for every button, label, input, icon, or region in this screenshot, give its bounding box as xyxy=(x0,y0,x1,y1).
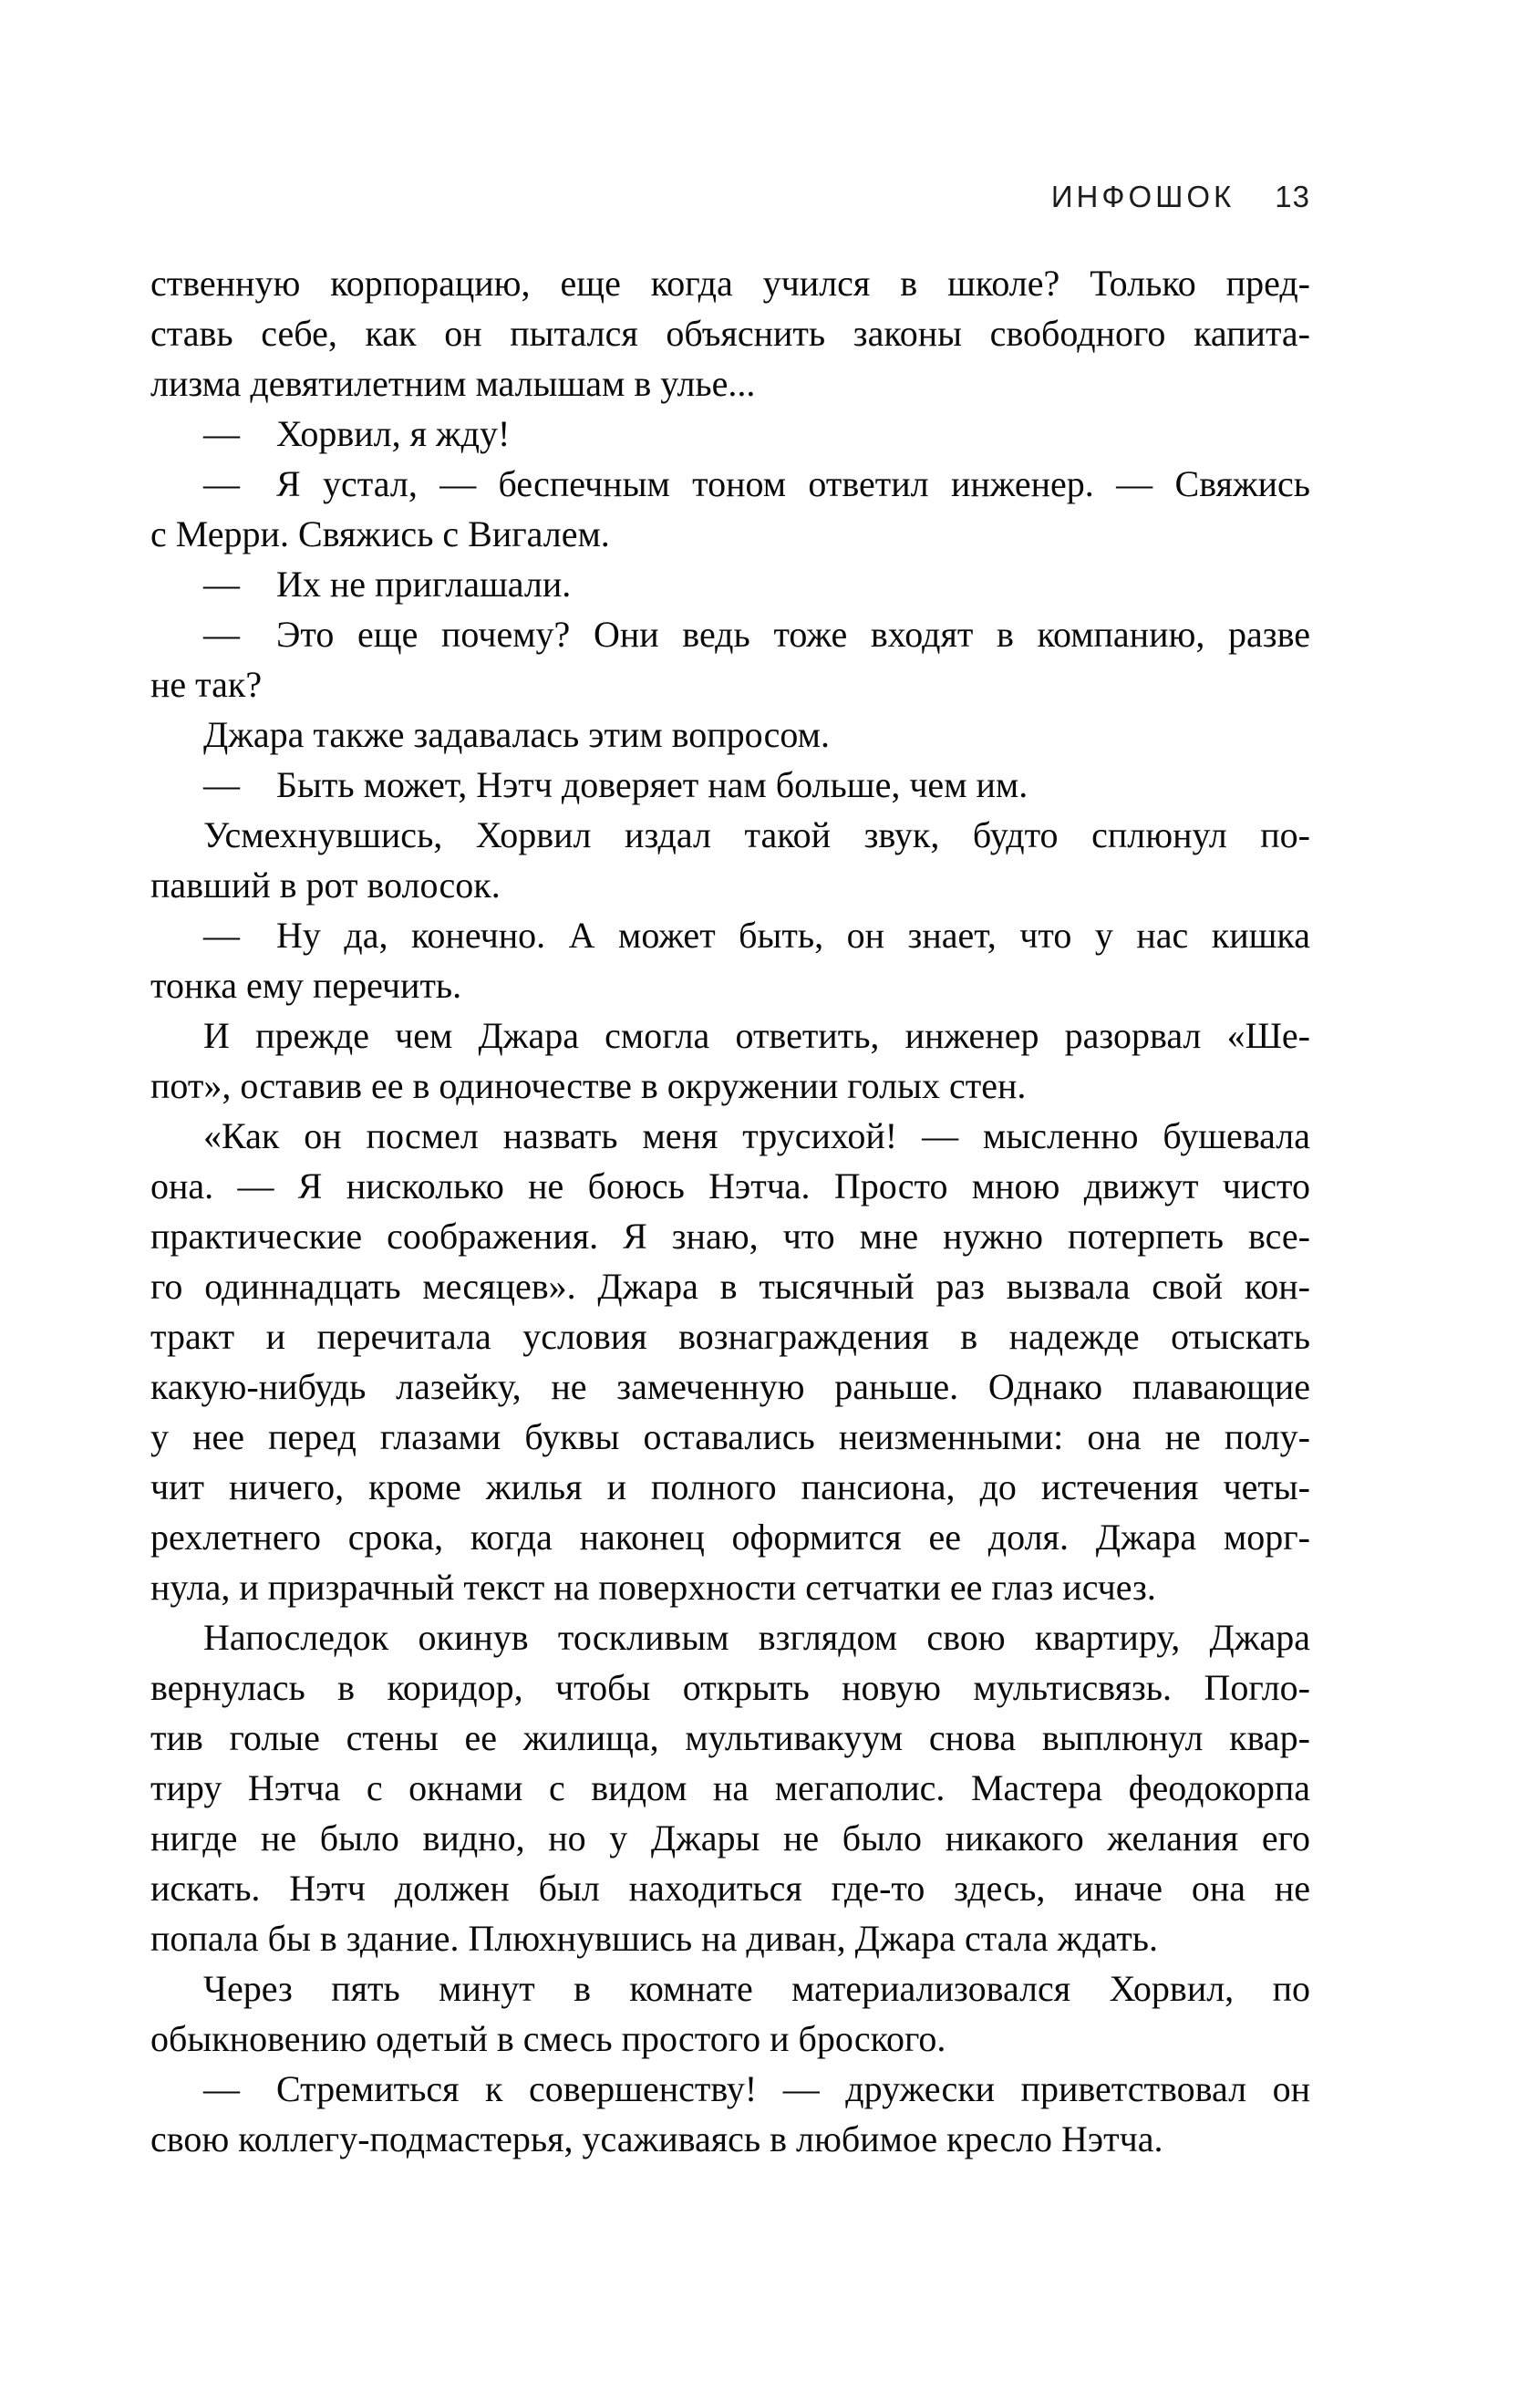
paragraph xyxy=(150,910,1310,1010)
text-line: нигде не было видно, но у Джары не было никакого желания его xyxy=(150,1817,1310,1859)
body-text xyxy=(150,258,1310,2164)
paragraph xyxy=(150,1111,1310,1612)
text-line: — Хорвил, я жду! xyxy=(203,413,511,454)
text-line: павший в рот волосок. xyxy=(150,865,501,906)
paragraph xyxy=(150,258,1310,409)
text-line: искать. Нэтч должен был находиться где-то здесь, иначе она не xyxy=(150,1868,1310,1909)
text-line: «Как он посмел назвать меня трусихой! — мысленно бушевала xyxy=(203,1115,1310,1156)
text-line: попала бы в здание. Плюхнувшись на диван, Джара стала ждать. xyxy=(150,1918,1158,1959)
paragraph xyxy=(150,1010,1310,1111)
text-line: какую-нибудь лазейку, не замеченную раньше. Однако плавающие xyxy=(150,1366,1310,1407)
paragraph xyxy=(150,709,1310,760)
text-line: — Это еще почему? Они ведь тоже входят в компанию, разве xyxy=(203,614,1310,655)
paragraph xyxy=(150,409,1310,459)
text-line: го одиннадцать месяцев». Джара в тысячный раз вызвала свой кон- xyxy=(150,1266,1310,1307)
text-line: ственную корпорацию, еще когда учился в школе? Только пред- xyxy=(150,263,1310,304)
text-line: — Я устал, — беспечным тоном ответил инженер. — Свяжись xyxy=(203,463,1310,504)
paragraph xyxy=(150,760,1310,810)
text-line: Джара также задавалась этим вопросом. xyxy=(203,714,830,755)
paragraph xyxy=(150,609,1310,709)
paragraph xyxy=(150,1612,1310,1963)
text-line: Усмехнувшись, Хорвил издал такой звук, будто сплюнул по- xyxy=(203,814,1310,855)
text-line: она. — Я нисколько не боюсь Нэтча. Просто мною движут чисто xyxy=(150,1165,1310,1206)
text-line: нула, и призрачный текст на поверхности сетчатки ее глаз исчез. xyxy=(150,1567,1156,1608)
paragraph xyxy=(150,459,1310,559)
paragraph xyxy=(150,810,1310,910)
text-line: рехлетнего срока, когда наконец оформится ее доля. Джара морг- xyxy=(150,1517,1310,1558)
paragraph xyxy=(150,559,1310,609)
text-line: не так? xyxy=(150,664,263,705)
text-line: — Ну да, конечно. А может быть, он знает, что у нас кишка xyxy=(203,915,1310,956)
paragraph xyxy=(150,1963,1310,2064)
text-line: пот», оставив ее в одиночестве в окружении голых стен. xyxy=(150,1065,1027,1106)
text-line: Через пять минут в комнате материализовался Хорвил, по xyxy=(203,1968,1310,2009)
text-line: тиру Нэтча с окнами с видом на мегаполис. Мастера феодокорпа xyxy=(150,1767,1310,1808)
text-line: тракт и перечитала условия вознаграждения в надежде отыскать xyxy=(150,1316,1310,1357)
text-line: И прежде чем Джара смогла ответить, инженер разорвал «Ше- xyxy=(203,1015,1310,1056)
paragraph xyxy=(150,2064,1310,2164)
page-number: 13 xyxy=(1275,180,1310,213)
text-line: вернулась в коридор, чтобы открыть новую мультисвязь. Погло- xyxy=(150,1667,1310,1708)
text-line: — Стремиться к совершенству! — дружески приветствовал он xyxy=(203,2068,1310,2109)
page-header xyxy=(150,181,1310,212)
text-line: — Быть может, Нэтч доверяет нам больше, чем им. xyxy=(203,764,1028,805)
text-line: лизма девятилетним малышам в улье... xyxy=(150,363,756,404)
text-line: с Мерри. Свяжись с Вигалем. xyxy=(150,513,610,554)
text-line: — Их не приглашали. xyxy=(203,564,572,605)
text-line: Напоследок окинув тоскливым взглядом свою квартиру, Джара xyxy=(203,1617,1310,1658)
text-line: обыкновению одетый в смесь простого и броского. xyxy=(150,2018,946,2059)
text-line: тонка ему перечить. xyxy=(150,965,462,1006)
text-line: у нее перед глазами буквы оставались неизменными: она не полу- xyxy=(150,1416,1310,1457)
text-line: свою коллегу-подмастерья, усаживаясь в любимое кресло Нэтча. xyxy=(150,2118,1163,2159)
running-title: ИНФОШОК xyxy=(1050,180,1235,213)
text-line: ставь себе, как он пытался объяснить законы свободного капита- xyxy=(150,313,1310,354)
text-line: практические соображения. Я знаю, что мне нужно потерпеть все- xyxy=(150,1216,1310,1257)
text-line: тив голые стены ее жилища, мультивакуум снова выплюнул квар- xyxy=(150,1717,1310,1758)
text-line: чит ничего, кроме жилья и полного пансиона, до истечения четы- xyxy=(150,1466,1310,1507)
